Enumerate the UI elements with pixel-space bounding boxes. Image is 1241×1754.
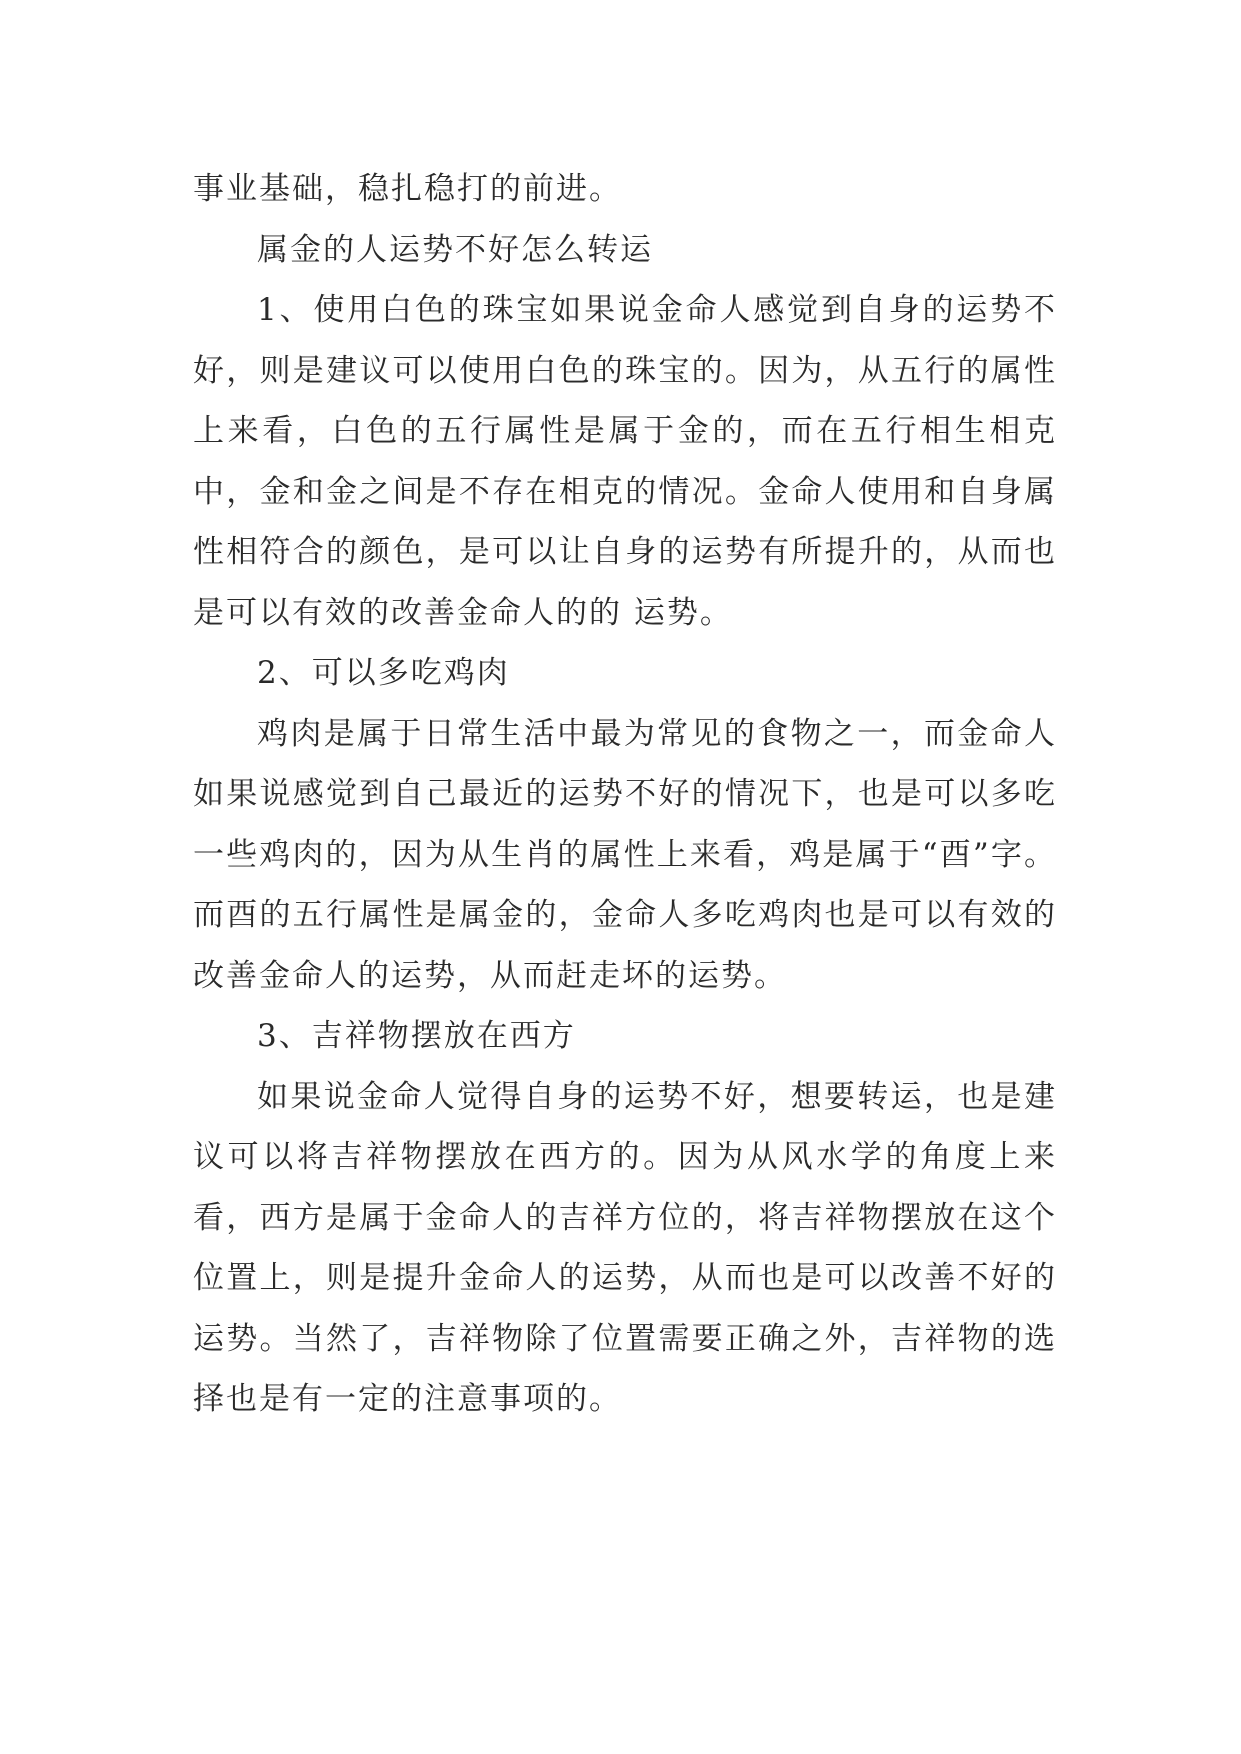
paragraph-continuation: 事业基础，稳扎稳打的前进。 [193, 171, 622, 207]
section-heading: 属金的人运势不好怎么转运 [257, 231, 653, 268]
paragraph-tip-3: 如果说金命人觉得自身的运势不好，想要转运，也是建议可以将吉祥物摆放在西方的。因为从风水学的角度上来看，西方是属于金命人的吉祥方位的，将吉祥物摆放在这个位置上，则是提升金命人的运势，从而也是可以改善不好的运势。当然了，吉祥物除了位置需要正确之外，吉祥物的选择也是有一定的注意事项的。 [193, 1078, 1057, 1417]
tip-2-heading: 2、可以多吃鸡肉 [257, 655, 510, 691]
paragraph-tip-2: 鸡肉是属于日常生活中最为常见的食物之一，而金命人如果说感觉到自己最近的运势不好的情况下，也是可以多吃一些鸡肉的，因为从生肖的属性上来看，鸡是属于“酉”字。而酉的五行属性是属金的，金命人多吃鸡肉也是可以有效的改善金命人的运势，从而赶走坏的运势。 [193, 715, 1057, 994]
paragraph-tip-1: 1、使用白色的珠宝如果说金命人感觉到自身的运势不好，则是建议可以使用白色的珠宝的。因为，从五行的属性上来看，白色的五行属性是属于金的，而在五行相生相克中，金和金之间是不存在相克的情况。金命人使用和自身属性相符合的颜色，是可以让自身的运势有所提升的，从而也是可以有效的改善金命人的的 运势。 [193, 292, 1057, 631]
document-body [193, 159, 1057, 1430]
tip-3-heading: 3、吉祥物摆放在西方 [257, 1018, 576, 1054]
